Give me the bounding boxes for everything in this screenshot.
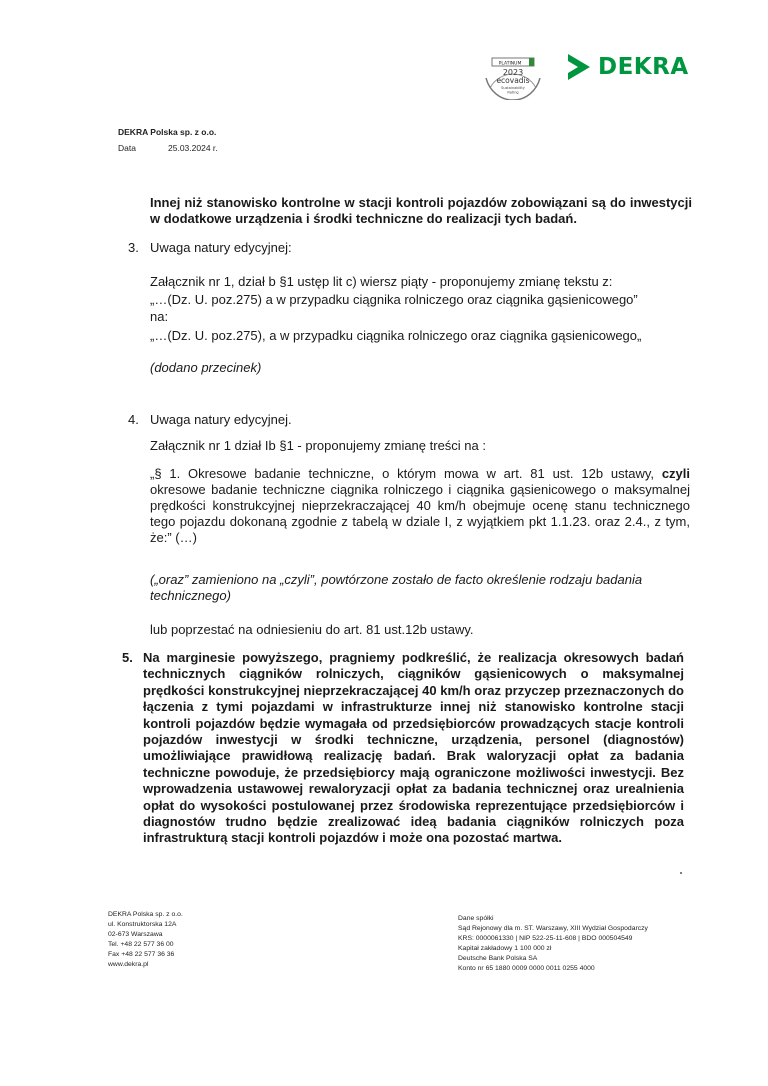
dekra-arrow-icon xyxy=(566,52,592,82)
item3-note: (dodano przecinek) xyxy=(150,360,262,375)
item4-quote-start: „§ 1. Okresowe badanie techniczne, o którym mowa w art. 81 ust. 12b ustawy, xyxy=(150,466,662,481)
footer-right-line: Kapitał zakładowy 1 100 000 zł xyxy=(458,945,552,952)
date-value: 25.03.2024 r. xyxy=(168,143,218,153)
footer-right-line: Konto nr 65 1880 0009 0000 0011 0255 4000 xyxy=(458,965,595,972)
item4-quote xyxy=(150,466,690,546)
footer-left-line: DEKRA Polska sp. z o.o. xyxy=(108,911,183,918)
footer-website: www.dekra.pl xyxy=(108,961,149,968)
item4-note: („oraz” zamieniono na „czyli”, powtórzone zostało de facto określenie rodzaju badania technicznego) xyxy=(150,572,643,603)
item4-quote-rest: okresowe badanie techniczne ciągnika rolniczego i ciągnika gąsienicowego o maksymalnej prędkości konstrukcyjnej nieprzekraczającej 40 km/h obejmuje ocenę stanu technicznego tego pojazdu dokonaną zgodnie z tabelą w dziale I, z wyjątkiem pkt 1.1.23. oraz 2.4., z tym, że:” (…) xyxy=(150,482,690,545)
footer-right-line: Sąd Rejonowy dla m. ST. Warszawy, XIII Wydział Gospodarczy xyxy=(458,925,648,932)
date-row xyxy=(118,143,218,153)
item4-quote-czyli: czyli xyxy=(661,466,690,481)
footer-right-line: Dane spółki xyxy=(458,915,494,922)
badge-sub2: Rating xyxy=(507,90,519,95)
item4-number: 4. xyxy=(128,412,139,427)
scan-mark xyxy=(680,872,682,874)
item3-line4: „…(Dz. U. poz.275), a w przypadku ciągnika rolniczego oraz ciągnika gąsienicowego„ xyxy=(150,328,642,343)
badge-ribbon: PLATINUM xyxy=(498,61,522,67)
footer-left-line: Fax +48 22 577 36 36 xyxy=(108,951,175,958)
badge-sub1: Sustainability xyxy=(501,86,525,90)
footer-left-line: Tel. +48 22 577 36 00 xyxy=(108,941,174,948)
date-label: Data xyxy=(118,143,136,153)
company-name: DEKRA Polska sp. z o.o. xyxy=(118,127,217,137)
footer-left-line: ul. Konstruktorska 12A xyxy=(108,921,177,928)
ecovadis-medal-icon xyxy=(478,54,548,100)
dekra-logo xyxy=(566,52,689,82)
item4-line1: Załącznik nr 1 dział Ib §1 - proponujemy zmianę treści na : xyxy=(150,438,486,453)
footer-company-data xyxy=(458,914,718,974)
item3-line2: „…(Dz. U. poz.275) a w przypadku ciągnika rolniczego oraz ciągnika gąsienicowego” xyxy=(150,292,638,307)
item3-line3: na: xyxy=(150,309,169,324)
item5-number: 5. xyxy=(122,650,133,665)
item5-paragraph: Na marginesie powyższego, pragniemy podkreślić, że realizacja okresowych badań technicznych ciągników rolniczych, ciągników gąsienicowych o maksymalnej prędkości konstrukcyjnej nieprzekraczającej 40 km/h oraz przyczep przeznaczonych do łączenia z tymi pojazdami w infrastrukturze innej niż stanowisko kontrolne stacji kontroli pojazdów będzie wymagała od przedsiębiorców prowadzących stacje kontroli pojazdów inwestycji w środki techniczne, urządzenia, personel (diagnostów) umożliwiające prawidłową realizację badań. Brak waloryzacji opłat za badania techniczne powoduje, że przedsiębiorcy mają ograniczone możliwości inwestycji. Bez wprowadzenia ustawowej rewaloryzacji opłat za badania technicznej oraz urealnienia opłat do wysokości postulowanej przez środowiska reprezentujące przedsiębiorców i diagnostów trudno będzie zrealizować ideą badania ciągników rolniczych poza infrastrukturą stacji kontroli pojazdów i może ona pozostać martwa. xyxy=(143,650,684,846)
badge-year: 2023 xyxy=(502,68,524,77)
footer-right-line: Deutsche Bank Polska SA xyxy=(458,955,538,962)
item3-line1: Załącznik nr 1, dział b §1 ustęp lit c) wiersz piąty - proponujemy zmianę tekstu z: xyxy=(150,274,613,289)
footer-address xyxy=(108,910,308,970)
item3-title: Uwaga natury edycyjnej: xyxy=(150,240,292,255)
item4-title: Uwaga natury edycyjnej. xyxy=(150,412,292,427)
item4-alt: lub poprzestać na odniesieniu do art. 81 ust.12b ustawy. xyxy=(150,622,474,637)
footer-right-line: KRS: 0000061330 | NIP 522-25-11-608 | BDO 000504549 xyxy=(458,935,633,942)
item3-number: 3. xyxy=(128,240,139,255)
intro-paragraph: Innej niż stanowisko kontrolne w stacji kontroli pojazdów zobowiązani są do inwestycji w dodatkowe urządzenia i środki techniczne do realizacji tych badań. xyxy=(150,195,692,226)
logo-text: DEKRA xyxy=(598,54,689,80)
footer-left-line: 02-673 Warszawa xyxy=(108,931,163,938)
badge-brand: ecovadis xyxy=(496,76,530,85)
ecovadis-badge xyxy=(478,54,548,100)
